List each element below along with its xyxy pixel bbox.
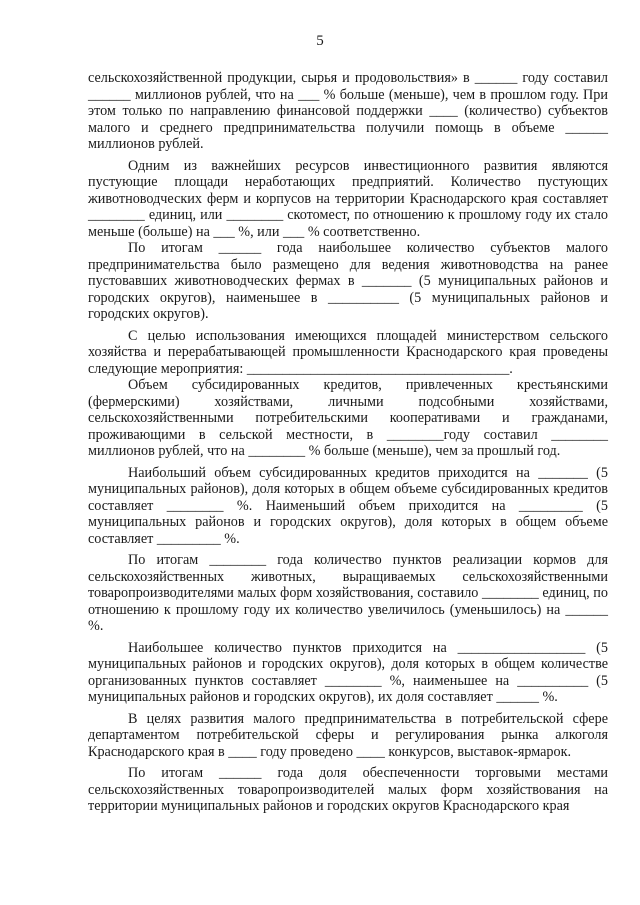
paragraph-5: Объем субсидированных кредитов, привлеченных крестьянскими (фермерскими) хозяйствами, личными подсобными хозяйствами, сельскохозяйственными потребительскими кооперативами и гражданами, проживающими в сельской местности, в ________году составил ________ миллионов рублей, что на ________ % больше (меньше), чем за прошлый год. [88,377,608,459]
paragraph-9: В целях развития малого предпринимательства в потребительской сфере департаментом потребительской сферы и регулирования рынка алкоголя Краснодарского края в ____ году проведено ____ конкурсов, выставок-ярмарок. [88,710,608,760]
paragraph-1: сельскохозяйственной продукции, сырья и продовольствия» в ______ году составил ______ миллионов рублей, что на ___ % больше (меньше), чем в прошлом году. При этом только по направлению финансовой поддержки ____ (количество) субъектов малого и среднего предпринимательства получили помощь в объеме ______ миллионов рублей. [88,70,608,152]
paragraph-7: По итогам ________ года количество пунктов реализации кормов для сельскохозяйственных животных, выращиваемых сельскохозяйственными товаропроизводителями малых форм хозяйствования, составило ________ единиц, по отношению к прошлому году их количество увеличилось (уменьшилось) на ______ %. [88,552,608,634]
paragraph-6: Наибольший объем субсидированных кредитов приходится на _______ (5 муниципальных районов), доля которых в общем объеме субсидированных кредитов составляет ________ %. Наименьший объем приходится на _________ (5 муниципальных районов и городских округов), доля которых в общем объеме составляет _________ %. [88,464,608,547]
document-body [88,70,608,815]
paragraph-8: Наибольшее количество пунктов приходится на __________________ (5 муниципальных районов и городских округов), доля которых в общем количестве организованных пунктов составляет ________ %, наименьшее на __________ (5 муниципальных районов и городских округов), их доля составляет ______ %. [88,639,608,705]
paragraph-4: С целью использования имеющихся площадей министерством сельского хозяйства и перерабатывающей промышленности Краснодарского края проведены следующие мероприятия: _____________________________________. [88,327,608,377]
page-number: 5 [316,33,324,49]
paragraph-3: По итогам ______ года наибольшее количество субъектов малого предпринимательства было размещено для ведения животноводства на ранее пустовавших животноводческих фермах в _______ (5 муниципальных районов и городских округов), наименьшее в __________ (5 муниципальных районов и городских округов). [88,240,608,322]
paragraph-2: Одним из важнейших ресурсов инвестиционного развития являются пустующие площади неработающих предприятий. Количество пустующих животноводческих ферм и корпусов на территории Краснодарского края составляет ________ единиц, или ________ скотомест, по отношению к прошлому году их стало меньше (больше) на ___ %, или ___ % соответственно. [88,157,608,240]
paragraph-10: По итогам ______ года доля обеспеченности торговыми местами сельскохозяйственных товаропроизводителей малых форм хозяйствования на территории муниципальных районов и городских округов Краснодарского края [88,765,608,814]
